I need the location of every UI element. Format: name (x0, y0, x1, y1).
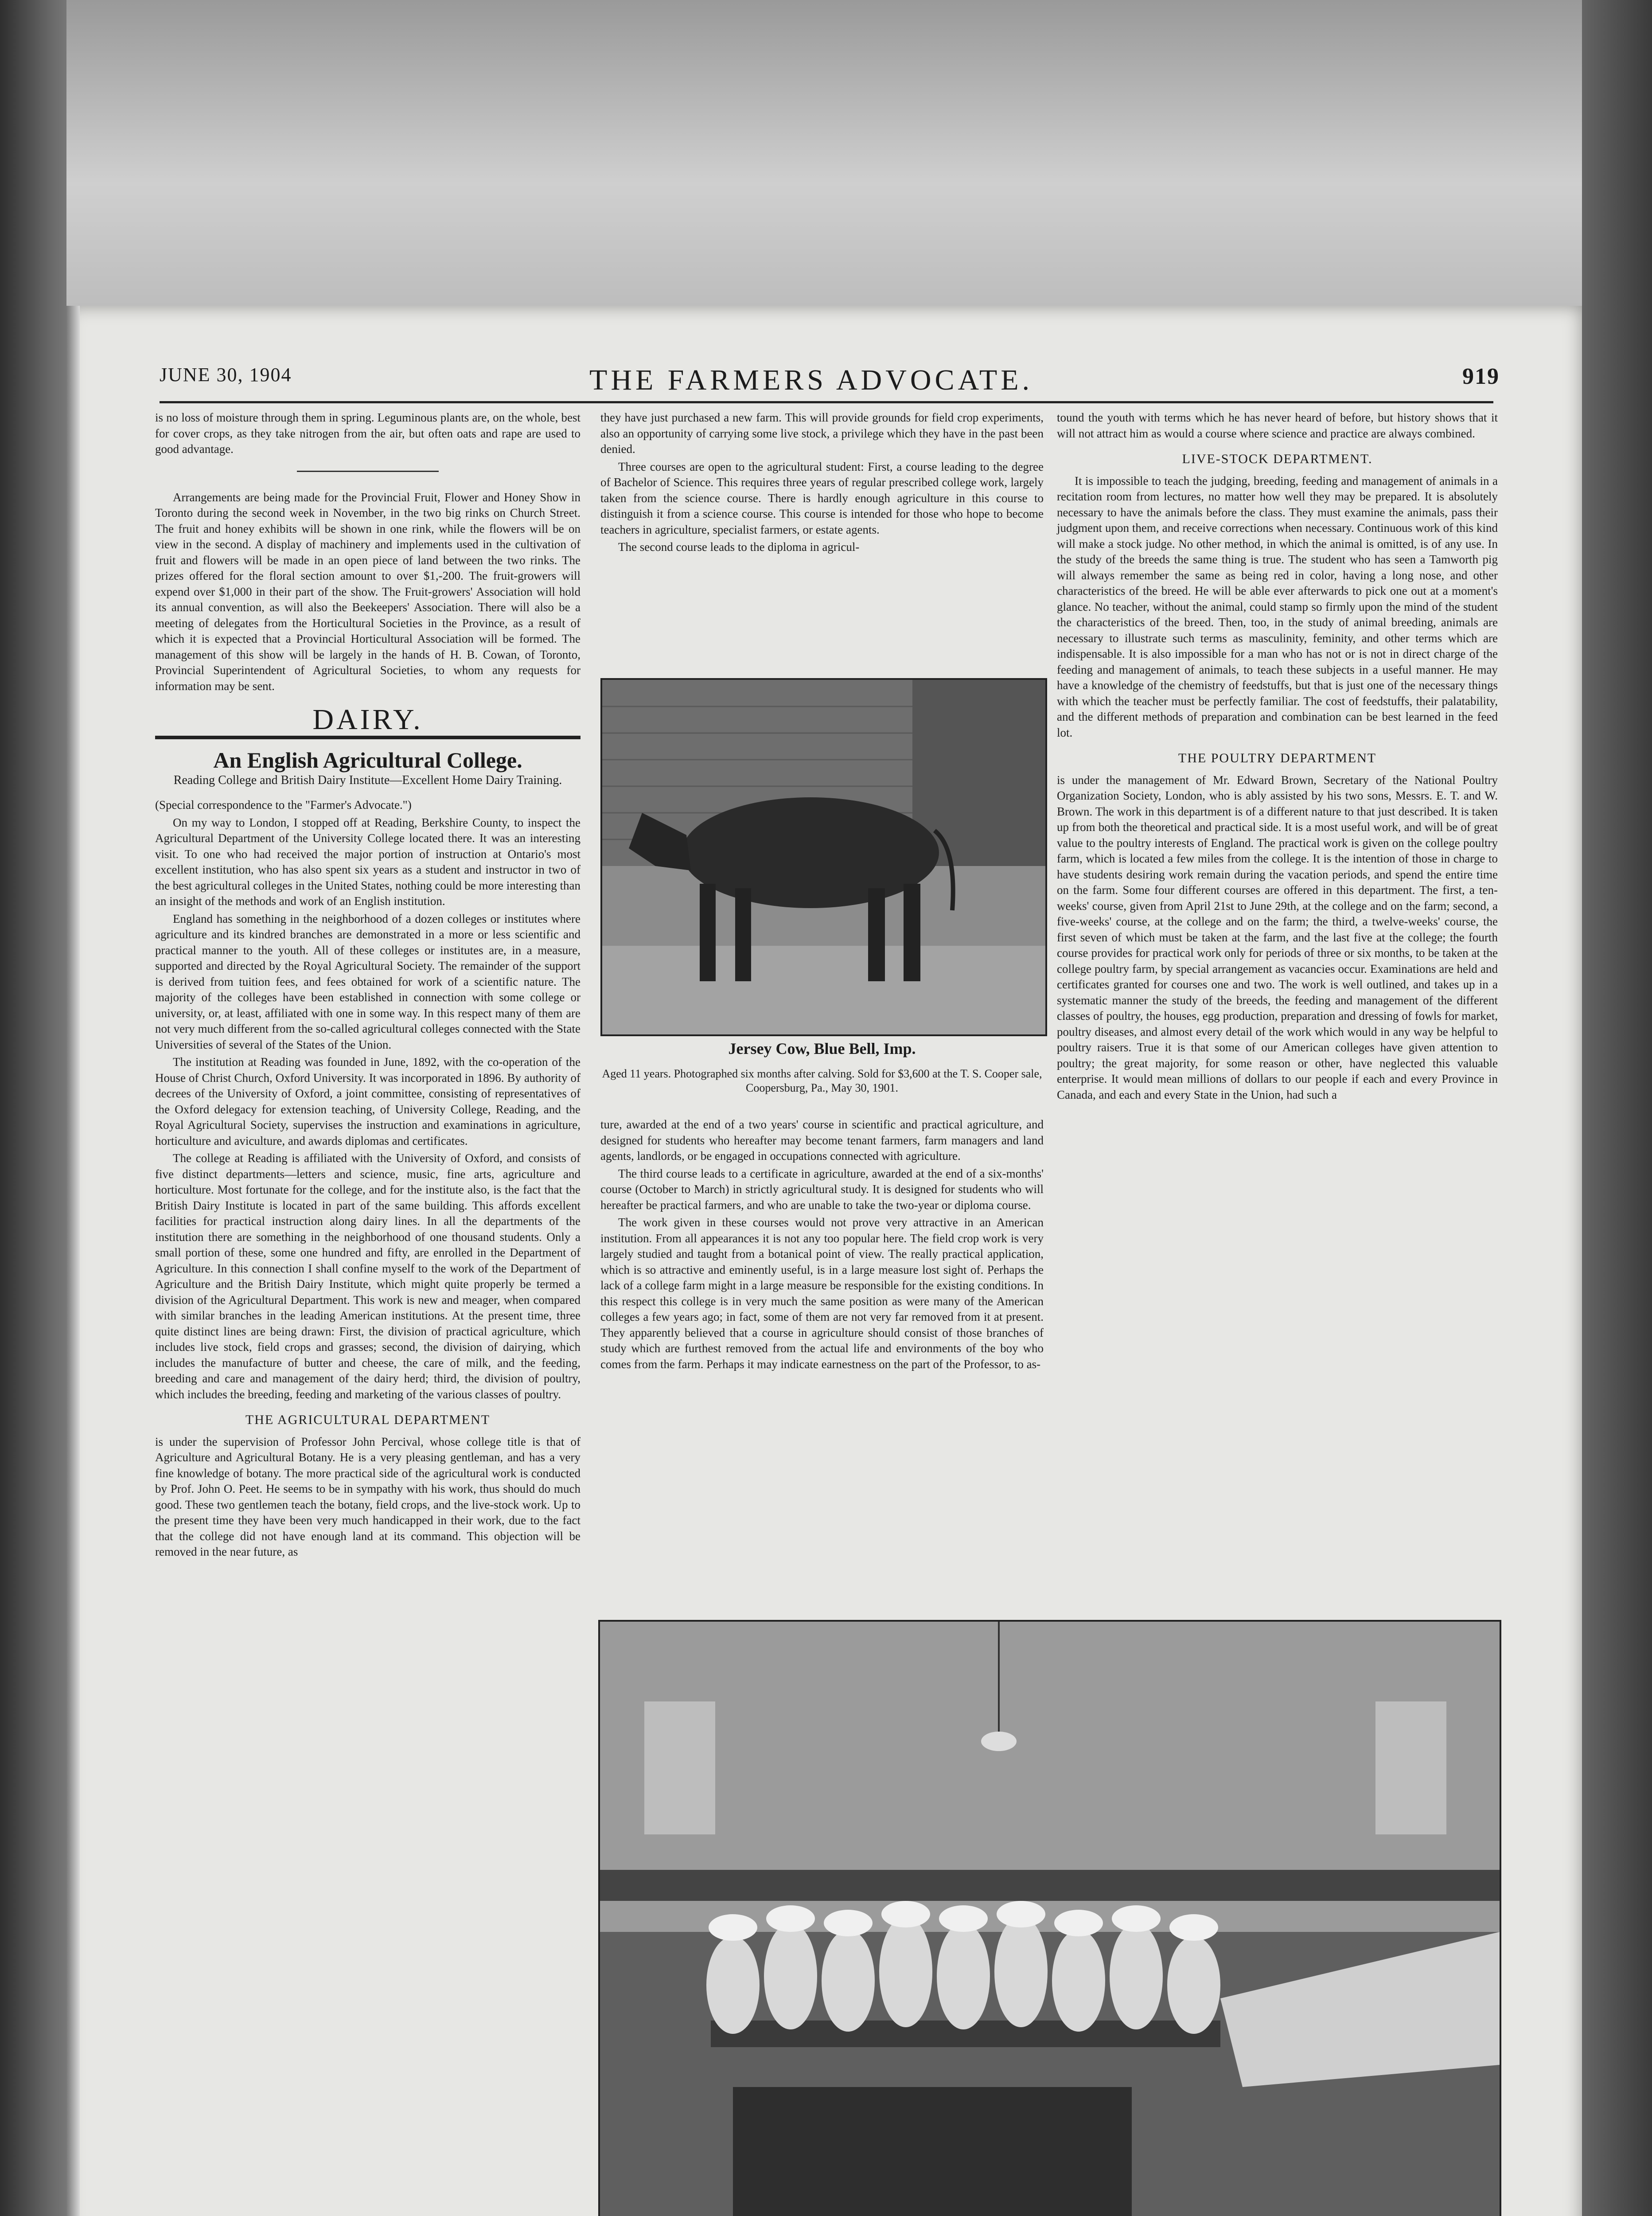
page-number: 919 (1462, 364, 1500, 389)
paragraph: The college at Reading is affiliated with the University of Oxford, and consists of five distinct departments—letters and science, music, fine arts, agriculture and horticulture. Most fortunate for the college, and for the institute also, is the fact that the British Dairy Institute is located in part of the same building. This affords excellent facilities for practical instruction along dairy lines. In all the departments of the institution there are something in the neighborhood of one thousand students. Only a small portion of these, some one hundred and fifty, are enrolled in the Department of Agriculture. In this connection I shall confine myself to the work of the Department of Agriculture and the British Dairy Institute, which might quite properly be termed a division of the Agricultural Department. This work is new and meager, when compared with similar branches in the leading American institutions. At the present time, three quite distinct lines are being drawn: First, the division of practical agriculture, which includes live stock, field crops and grasses; second, the division of dairying, which includes the manufacture of butter and cheese, the care of milk, and the feeding, breeding and care and management of the dairy herd; third, the division of poultry, which includes the breeding, feeding and marketing of the various classes of poultry. (155, 1151, 581, 1401)
page-fold (66, 306, 80, 2216)
paragraph: is no loss of moisture through them in spring. Leguminous plants are, on the whole, best for cover crops, as they take nitrogen from the air, but often oats and rape are used to good advantage. (155, 411, 581, 456)
paragraph: is under the supervision of Professor John Percival, whose college title is that of Agriculture and Agricultural Botany. He is a very pleasing gentleman, and has a very fine knowledge of botany. The more practical side of the agricultural work is conducted by Prof. John O. Peet. He seems to be in sympathy with his work, thus should do much good. These two gentlemen teach the botany, field crops, and the live-stock work. Up to the present time they have been very much handicapped in their work, due to the fact that the college did not have enough land at its command. This objection will be removed in the near future, as (155, 1435, 581, 1558)
paragraph: (Special correspondence to the "Farmer's Advocate.") (155, 798, 412, 811)
separator-rule (297, 471, 439, 472)
paragraph: Three courses are open to the agricultural student: First, a course leading to the degree of Bachelor of Science. This requires three years of regular prescribed college work, largely taken from the science course. There is hardly enough agriculture in this course to distinguish it from a science course. This course is intended for those who hope to become teachers in agriculture, specialist farmers, or estate agents. (600, 460, 1044, 536)
paragraph: England has something in the neighborhood of a dozen colleges or institutes where agriculture and its kindred branches are demonstrated in a more or less scientific and practical manner to the youth. All of these colleges or institutes are, in a measure, supported and directed by the Royal Agricultural Society. The remainder of the support is derived from tuition fees, and fees obtained for work of a scientific nature. The majority of the colleges have been established in connection with some college or university, or, at least, affiliated with one in some way. In this respect many of them are not very much different from the so-called agricultural colleges connected with the State Universities of several of the States of the Union. (155, 912, 581, 1051)
cow-caption (600, 1019, 1044, 1095)
cow-caption-title: Jersey Cow, Blue Bell, Imp. (728, 1040, 916, 1057)
paragraph: they have just purchased a new farm. This will provide grounds for field crop experiments, also an opportunity of carrying some live stock, a privilege which they have in the past been denied. (600, 411, 1044, 456)
masthead-title: THE FARMERS ADVOCATE. (589, 364, 1033, 396)
article-title: An English Agricultural College. (213, 747, 522, 772)
section-heading-dairy: DAIRY. (312, 703, 423, 736)
column-2-bottom (600, 1117, 1044, 1374)
paragraph: The second course leads to the diploma in agricul- (618, 540, 860, 554)
paragraph: is under the management of Mr. Edward Brown, Secretary of the National Poultry Organization Society, London, who is ably assisted by his two sons, Messrs. E. T. and W. Brown. The work in this department is of a different nature to that just described. It is taken up from both the theoretical and practical side. It is a most useful work, and will be of great value to the poultry interests of England. The practical work is given on the college poultry farm, which is located a few miles from the college. It is the intention of those in charge to have students desiring work remain during the vacation periods, and spend the entire time on the farm. Some four different courses are offered in this department. The first, a ten-weeks' course, given from April 21st to June 29th, at the college and on the farm; second, a five-weeks' course, at the college and on the farm; the third, a twelve-weeks' course, the first seven of which must be taken at the farm, and the last five at the college; the fourth course provides for practical work only for periods of three or six months, to be taken at the college poultry farm, by special arrangement as vacancies occur. Examinations are held and certificates granted for courses one and two. The work is well outlined, and takes up in a systematic manner the study of the breeds, the feeding and management of the different classes of poultry, the houses, egg production, preparation and dressing of fowls for market, poultry diseases, and almost every detail of the work which would in any way be helpful to poultry raisers. True it is that some of our American colleges have given attention to poultry; the great majority, for some reason or other, have neglected this valuable enterprise. It would mean millions of dollars to our people if each and every Province in Canada, and each and every State in the Union, had such a (1057, 773, 1498, 1101)
paragraph: tound the youth with terms which he has never heard of before, but history shows that it will not attract him as would a course where science and practice are always combined. (1057, 411, 1498, 440)
article-subtitle: Reading College and British Dairy Institute—Excellent Home Dairy Training. (173, 773, 562, 787)
poultry-heading: THE POULTRY DEPARTMENT (1178, 751, 1377, 765)
subsection-heading: THE AGRICULTURAL DEPARTMENT (245, 1412, 491, 1427)
header-rule (160, 401, 1493, 403)
paragraph: The institution at Reading was founded in June, 1892, with the co-operation of the House of Christ Church, Oxford University. It was incorporated in 1896. By authority of decrees of the University of Oxford, a joint committee, consisting of representatives of the Oxford delegacy for extension teaching, of University College, Reading, and the Royal Agricultural Society, supervises the instruction and examinations in agriculture, horticulture and aviculture, and awards diplomas and certificates. (155, 1055, 581, 1147)
paragraph: The work given in these courses would not prove very attractive in an American institution. From all appearances it is not any too popular here. The field crop work is very largely studied and taught from a botanical point of view. The really practical application, which is so attractive and eminently useful, is in a large measure lost sight of. Perhaps the lack of a college farm might in a large measure be responsible for the existing conditions. In this respect this college is in very much the same position as were many of the American colleges a few years ago; in fact, some of them are not very far removed from it at present. They apparently believed that a course in agriculture should consist of those branches of study which are furthest removed from the actual life and environments of the boy who comes from the farm. Perhaps it may indicate earnestness on the part of the Professor, to as- (600, 1216, 1044, 1371)
paragraph: ture, awarded at the end of a two years' course in scientific and practical agriculture, and designed for students who hereafter may become tenant farmers, farm managers and land agents, landlords, or be engaged in occupations connected with agriculture. (600, 1118, 1044, 1163)
scan-top-margin (66, 0, 1582, 306)
paragraph: Arrangements are being made for the Provincial Fruit, Flower and Honey Show in Toronto during the second week in November, in the two big rinks on Church Street. The fruit and honey exhibits will be shown in one rink, while the flowers will be on view in the second. A display of machinery and implements used in the cultivation of fruit and flowers will be made in an open piece of land between the two rinks. The prizes offered for the floral section amount to over $1,-200. The fruit-growers will expend over $1,000 in their part of the show. The Fruit-growers' Association will hold its annual convention, as will also the Beekeepers' Association. There will also be a meeting of delegates from the Horticultural Societies in the Province, as a result of which it is expected that a Provincial Horticultural Association will be formed. The management of this show will be largely in the hands of H. B. Cowan, of Toronto, Provincial Superintendent of Agricultural Societies, to whom any requests for information may be sent. (155, 490, 581, 693)
column-1 (155, 410, 581, 1562)
jersey-cow-photo (600, 678, 1047, 1036)
livestock-heading: LIVE-STOCK DEPARTMENT. (1182, 452, 1373, 466)
paragraph: On my way to London, I stopped off at Reading, Berkshire County, to inspect the Agricultural Department of the University College located there. It was an interesting visit. To one who had received the major portion of instruction at Ontario's most excellent institution, who has also spent six years as a student and instructor in two of the best agricultural colleges in the United States, nothing could be more interesting than an insight of the methods and work of an English institution. (155, 815, 581, 908)
issue-date: JUNE 30, 1904 (160, 364, 292, 386)
paragraph: It is impossible to teach the judging, breeding, feeding and management of animals in a recitation room from lectures, no matter how well they may be prepared. It is absolutely necessary to have the animals before the class. They must examine the animals, pass their judgment upon them, and receive corrections when necessary. Continuous work of this kind will make a stock judge. No other method, in which the animal is omitted, is of any use. In the study of the breeds the same thing is true. The student who has seen a Tamworth pig will always remember the same as being red in color, having a long nose, and other characteristics of the breed. He will be able ever afterwards to pick one out at a moment's glance. No teacher, without the animal, could stamp so firmly upon the mind of the student the characteristics of the breed. Then, too, in the study of animal breeding, animals are necessary to illustrate such terms as masculinity, feminity, and other terms which are indispensable. It is also impossible for a man who has not or is not in direct charge of the feeding and management of animals, to teach these subjects in a useful manner. He may have a knowledge of the chemistry of feedstuffs, but that is just one of the necessary things with which the teacher must be perfectly familiar. The cost of feedstuffs, their palatability, and the different methods of preparation and combination can be best learned in the feed lot. (1057, 474, 1498, 739)
cow-caption-text: Aged 11 years. Photographed six months after calving. Sold for $3,600 at the T. S. Cooper sale, Coopersburg, Pa., May 30, 1901. (602, 1067, 1042, 1094)
paragraph: The third course leads to a certificate in agriculture, awarded at the end of a six-months' course (October to March) in strictly agricultural study. It is designed for students who will hereafter be practical farmers, and who are unable to take the two-year or diploma course. (600, 1167, 1044, 1212)
column-2-top (600, 410, 1044, 557)
column-3 (1057, 410, 1498, 1104)
section-rule (155, 736, 581, 739)
dairymaids-photo (598, 1620, 1501, 2216)
